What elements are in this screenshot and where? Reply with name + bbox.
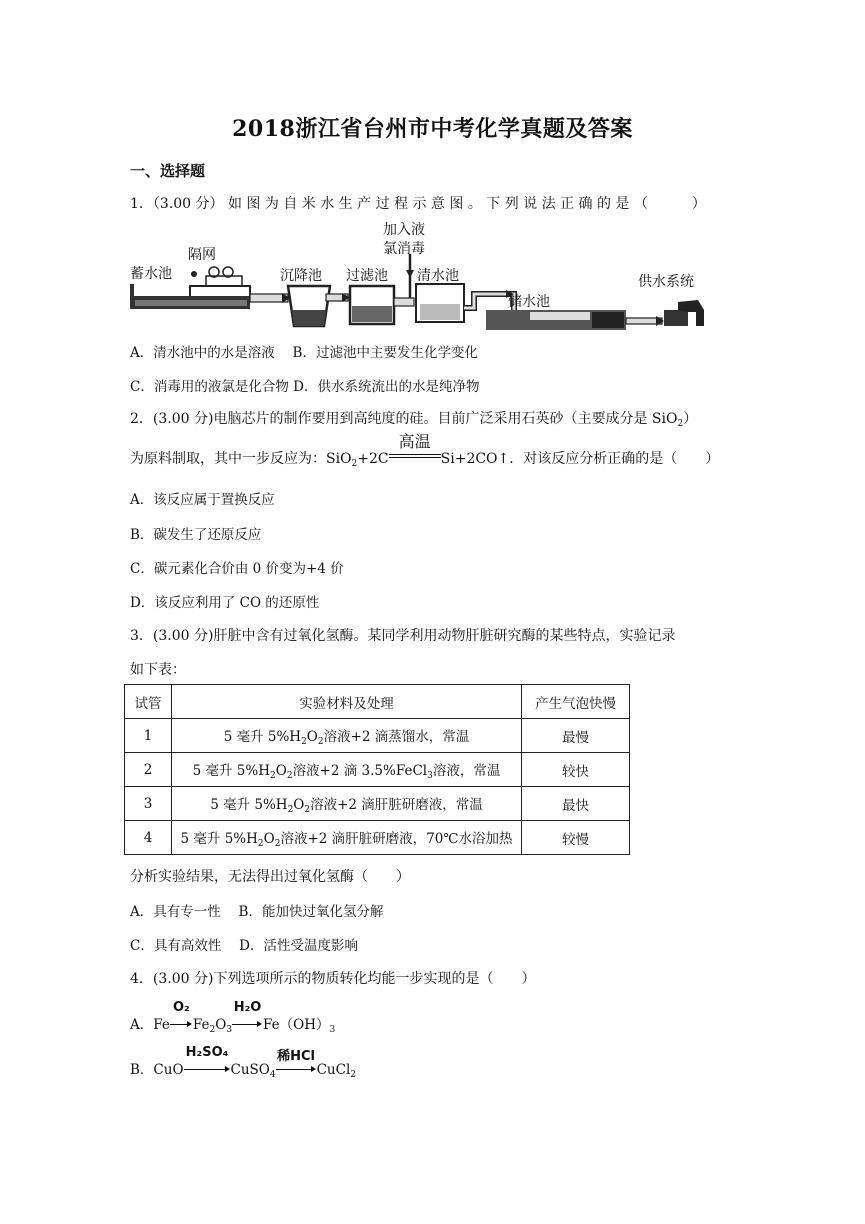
q1-option-a-b[interactable]: A．清水池中的水是溶液 B．过滤池中主要发生化学变化 [130,345,478,361]
q4a-mid-1: Fe [192,1017,210,1033]
q2-equals-sign [389,454,441,458]
cell-speed: 最慢 [522,719,630,753]
q1-option-c-d[interactable]: C．消毒用的液氯是化合物 D．供水系统流出的水是纯净物 [130,379,480,395]
table-row [125,719,630,753]
cell-speed: 较慢 [522,821,630,855]
q4b-arrow-1 [184,1045,231,1078]
q2-reaction-condition [389,432,441,467]
q4b-reagent-2: 稀HCl [277,1049,316,1064]
q2-line-1 [130,408,697,429]
cell-tube: 1 [125,719,172,753]
q2-option-b[interactable]: B．碳发生了还原反应 [130,527,262,543]
label-storage: 储水池 [508,294,550,310]
section-heading: 一、选择题 [130,162,206,180]
q2-line-2 [130,432,720,469]
q1-paren-close: ） [691,196,706,212]
cell-speed: 较快 [522,753,630,787]
label-chlorine-2: 氯消毒 [383,241,425,257]
q4a-product: Fe（OH） [263,1017,330,1033]
label-screen: 隔网 [188,247,216,263]
q4a-arrow-2 [232,1000,263,1033]
q4-option-a[interactable]: A．Fe O₂ $Fe_2O_3$ H₂O $Fe(OH)_3$ [130,1000,336,1035]
q2-line-1-text: 2．(3.00 分)电脑芯片的制作要用到高纯度的硅。目前广泛采用石英砂（主要成分是 SiO [130,411,678,427]
cell-material: 5 毫升 $5\%H_2O_2$溶液+2 滴肝脏研磨液，70℃水浴加热 [172,821,522,855]
q2-condition-label: 高温 [398,432,431,451]
q3-option-c-d[interactable]: C．具有高效性 D．活性受温度影响 [130,938,358,954]
q4b-arrow-2 [276,1049,317,1078]
reservoir-wall [190,286,250,296]
header-tube: 试管 [125,685,172,719]
water-treatment-svg [130,214,715,336]
storage-pump [592,312,624,328]
cell-material: 5 毫升 $5\%H_2O_2$溶液+2 滴肝脏研磨液，常温 [172,787,522,821]
screen-frame [206,276,242,286]
label-filter: 过滤池 [346,268,388,284]
header-material: 实验材料及处理 [172,685,522,719]
water-treatment-diagram [130,214,715,336]
q2-line-1-sub: 2 [677,419,684,429]
label-chlorine-1: 加入液 [383,222,425,238]
q4b-product: CuCl [316,1062,351,1078]
cell-speed: 最快 [522,787,630,821]
q4a-label: A．Fe [130,1017,170,1033]
cell-tube: 4 [125,821,172,855]
cell-material: 5 毫升 $5\%H_2O_2$溶液+2 滴蒸馏水，常温 [172,719,522,753]
q4b-mid-1: CuSO [230,1062,270,1078]
header-speed: 产生气泡快慢 [522,685,630,719]
q2-option-a[interactable]: A．该反应属于置换反应 [130,492,275,508]
q4-option-b[interactable]: B．CuO H₂SO₄ CuSO$_4$ 稀HCl CuCl$_2$ [130,1045,356,1080]
q4b-label: B．CuO [130,1062,184,1078]
q2-line-1-end: ） [683,411,698,427]
label-sedimentation: 沉降池 [280,268,322,284]
q3-option-a-b[interactable]: A．具有专一性 B．能加快过氧化氢分解 [130,904,384,920]
page-title: 2018浙江省台州市中考化学真题及答案 [232,116,633,142]
filter-media [352,306,392,322]
cell-tube: 2 [125,753,172,787]
q2-line-2-reactant: +2C [357,451,389,467]
q3-line-1: 3．(3.00 分)肝脏中含有过氧化氢酶。某同学利用动物肝脏研究酶的某些特点，实验记录 [130,628,676,644]
q4a-arrow-1 [170,1000,193,1033]
table-row [125,787,630,821]
cell-tube: 3 [125,787,172,821]
q4-stem: 4．(3.00 分)下列选项所示的物质转化均能一步实现的是（ ） [130,971,536,987]
q3-line-2: 如下表： [130,662,186,678]
q4a-reagent-1: O₂ [173,1000,190,1015]
experiment-table [124,684,630,855]
q2-line-2-text: 为原料制取，其中一步反应为：SiO [130,451,352,467]
q2-line-2-product: Si+2CO↑．对该反应分析正确的是（ ） [440,451,720,467]
label-supply: 供水系统 [638,274,694,290]
q4a-reagent-2: H₂O [233,1000,262,1015]
storage-water [530,312,590,320]
table-header-row [125,685,630,719]
label-clear: 清水池 [417,268,459,284]
q1-stem [130,193,706,213]
cell-material: 5 毫升 $5\%H_2O_2$溶液+2 滴 3.5%FeCl$_3$溶液，常温 [172,753,522,787]
q2-option-c[interactable]: C．碳元素化合价由 0 价变为+4 价 [130,561,344,577]
sedimentation-sludge [292,310,326,326]
q4b-reagent-1: H₂SO₄ [185,1045,229,1060]
label-reservoir: 蓄水池 [130,266,172,282]
table-row [125,821,630,855]
q1-stem-text: 1．（3.00 分） 如 图 为 自 米 水 生 产 过 程 示 意 图 。 下 列 说 法 正 确 的 是 （ [130,196,648,212]
q3-after-table: 分析实验结果，无法得出过氧化氢酶（ ） [130,869,410,885]
chlorine-arrow [406,270,414,278]
reservoir-water [135,300,247,306]
q2-line-2-sub: 2 [351,459,358,469]
q2-option-d[interactable]: D．该反应利用了 CO 的还原性 [130,595,320,611]
table-row [125,753,630,787]
screen-valve-3 [191,271,197,277]
faucet-body [664,310,688,326]
pipe-3 [394,298,414,306]
clear-water [420,304,460,320]
